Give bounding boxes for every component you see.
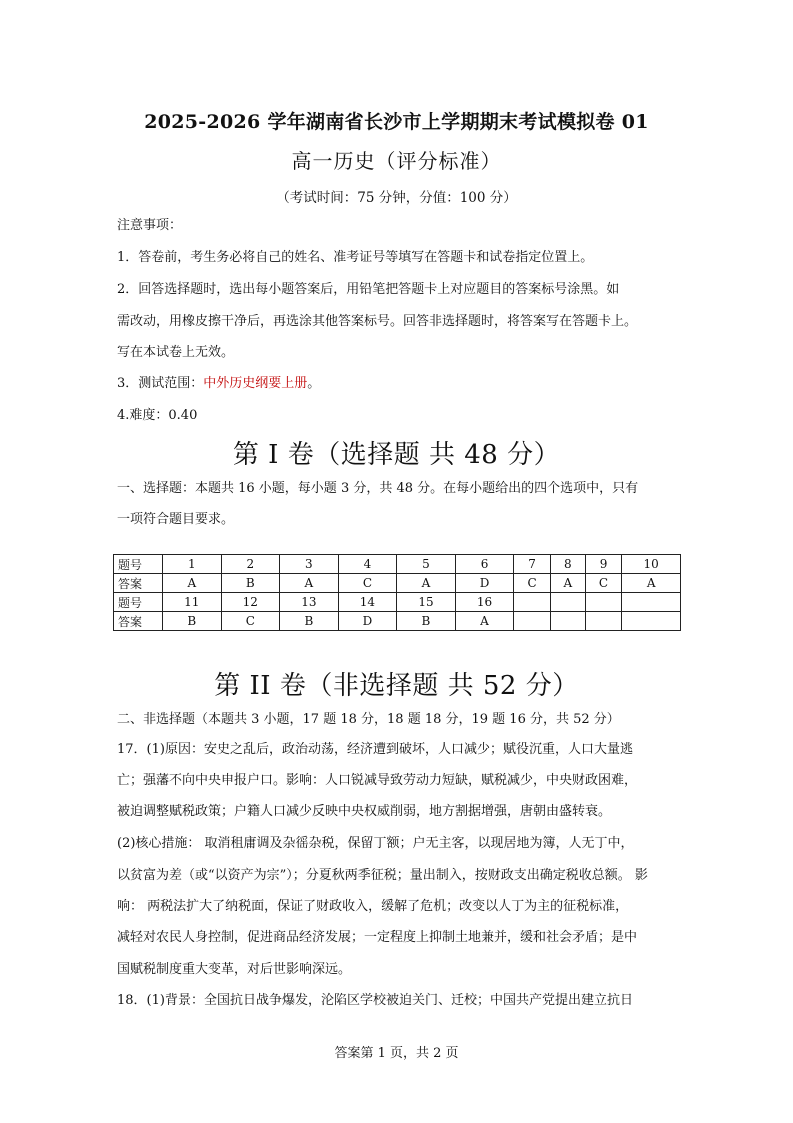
note-item-2-line-2: 需改动，用橡皮擦干净后，再选涂其他答案标号。回答非选择题时，将答案写在答题卡上。 [117, 314, 638, 329]
answer-table-row-header: 答案 [114, 612, 163, 631]
note-item-4: 4.难度：0.40 [117, 408, 198, 423]
q17-part2-line-5: 国赋税制度重大变革，对后世影响深远。 [117, 962, 352, 977]
answer-table-cell: C [338, 574, 397, 593]
section-2-desc: 二、非选择题（本题共 3 小题，17 题 18 分，18 题 18 分，19 题 16 分，共 52 分） [117, 712, 620, 727]
section-1-desc-line-2: 一项符合题目要求。 [117, 512, 235, 527]
answer-table-cell: 4 [338, 555, 397, 574]
answer-table-cell: 8 [550, 555, 585, 574]
section-1-desc-line-1: 一、选择题：本题共 16 小题，每小题 3 分，共 48 分。在每小题给出的四个选项中，只有 [117, 481, 639, 496]
answer-table-cell [550, 593, 585, 612]
q17-part1-line-3: 被迫调整赋税政策；户籍人口减少反映中央权威削弱，地方割据增强，唐朝由盛转衰。 [117, 804, 612, 819]
answer-table-cell: C [221, 612, 280, 631]
answer-table-cell: C [514, 574, 551, 593]
answer-table-cell: B [163, 612, 222, 631]
answer-table-cell: 2 [221, 555, 280, 574]
note-item-3-prefix: 3．测试范围： [117, 376, 204, 391]
q18-line-1: 18．(1)背景：全国抗日战争爆发，沦陷区学校被迫关门、迁校；中国共产党提出建立抗日 [117, 993, 633, 1008]
answer-table-cell: 7 [514, 555, 551, 574]
answer-table-cell: C [585, 574, 622, 593]
answer-table-cell: 14 [338, 593, 397, 612]
answer-table-cell: 5 [397, 555, 456, 574]
note-item-2-line-1: 2．回答选择题时，选出每小题答案后，用铅笔把答题卡上对应题目的答案标号涂黑。如 [117, 282, 620, 297]
answer-table-cell: B [221, 574, 280, 593]
answer-table-cell: A [550, 574, 585, 593]
answer-table-cell: A [163, 574, 222, 593]
note-item-3 [117, 376, 320, 392]
answer-table-cell: 6 [455, 555, 514, 574]
answer-table-row [114, 555, 681, 574]
answer-table-cell: 10 [622, 555, 681, 574]
answer-table-row-header: 题号 [114, 593, 163, 612]
note-item-2-line-3: 写在本试卷上无效。 [117, 345, 235, 360]
q17-part2-line-1: (2)核心措施： 取消租庸调及杂徭杂税，保留丁额；户无主客，以现居地为簿，人无丁中， [117, 836, 634, 851]
answer-table-cell: A [280, 574, 339, 593]
q17-part2-line-2: 以贫富为差（或“以资产为宗”）；分夏秋两季征税；量出制入，按财政支出确定税收总额。 影 [117, 868, 648, 883]
page-footer: 答案第 1 页，共 2 页 [334, 1046, 459, 1061]
q17-part2-line-3: 响： 两税法扩大了纳税面，保证了财政收入，缓解了危机；改变以人丁为主的征税标准， [117, 899, 629, 914]
notes-heading: 注意事项： [117, 218, 183, 233]
exam-info: （考试时间：75 分钟，分值：100 分） [276, 190, 517, 206]
answer-table-cell [585, 593, 622, 612]
answer-table-cell: B [280, 612, 339, 631]
answer-table-cell: 3 [280, 555, 339, 574]
answer-table-row-header: 答案 [114, 574, 163, 593]
answer-table-cell: 11 [163, 593, 222, 612]
answer-table-cell: D [455, 574, 514, 593]
answer-table-cell: 9 [585, 555, 622, 574]
answer-table-cell: 12 [221, 593, 280, 612]
answer-table-cell: A [622, 574, 681, 593]
answer-table-cell: A [455, 612, 514, 631]
document-title: 2025-2026 学年湖南省长沙市上学期期末考试模拟卷 01 [144, 111, 649, 133]
answer-table-cell: A [397, 574, 456, 593]
answer-table-row-header: 题号 [114, 555, 163, 574]
section-2-heading: 第 II 卷（非选择题 共 52 分） [214, 671, 579, 701]
answer-table-row [114, 593, 681, 612]
answer-table-cell: 1 [163, 555, 222, 574]
answer-table-cell [622, 612, 681, 631]
answer-table-cell: 13 [280, 593, 339, 612]
answer-table-cell: 15 [397, 593, 456, 612]
answer-table-cell [514, 593, 551, 612]
note-item-1: 1．答卷前，考生务必将自己的姓名、准考证号等填写在答题卡和试卷指定位置上。 [117, 250, 594, 265]
answer-table-cell [585, 612, 622, 631]
answer-table-cell [550, 612, 585, 631]
document-subtitle: 高一历史（评分标准） [291, 149, 502, 173]
test-scope: 中外历史纲要上册 [203, 376, 308, 391]
answer-table-cell: D [338, 612, 397, 631]
answer-table-cell [514, 612, 551, 631]
section-1-heading: 第 I 卷（选择题 共 48 分） [232, 440, 561, 470]
answer-table-row [114, 574, 681, 593]
note-item-3-suffix: 。 [307, 376, 321, 391]
answer-table-cell [622, 593, 681, 612]
answer-table-cell: B [397, 612, 456, 631]
answer-table [113, 554, 681, 631]
q17-part1-line-2: 亡；强藩不向中央申报户口。影响：人口锐减导致劳动力短缺，赋税减少，中央财政困难， [117, 773, 638, 788]
answer-table-cell: 16 [455, 593, 514, 612]
q17-part1-line-1: 17．(1)原因：安史之乱后，政治动荡，经济遭到破坏，人口减少；赋役沉重，人口大量逃 [117, 742, 633, 757]
answer-table-row [114, 612, 681, 631]
q17-part2-line-4: 减轻对农民人身控制，促进商品经济发展；一定程度上抑制土地兼并，缓和社会矛盾；是中 [117, 930, 638, 945]
